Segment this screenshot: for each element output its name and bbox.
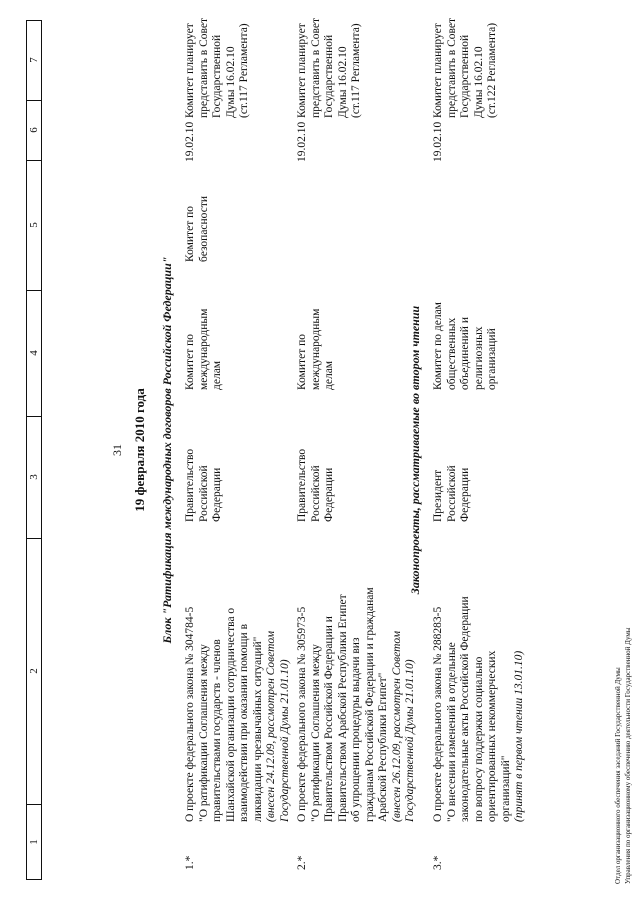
- row-3-title: [432, 532, 527, 822]
- committee-line: объединений и: [459, 317, 471, 390]
- row-2-date: 19.02.10: [296, 121, 308, 162]
- block-heading: Блок "Ратификация международных договоров Российской Федерации": [160, 256, 174, 644]
- title-line: "О ратификации Соглашения между: [309, 644, 322, 822]
- title-line: по вопросу поддержки социально: [472, 656, 485, 822]
- status-line: Думы 16.02.10: [472, 46, 485, 118]
- note-line: (внесен 24.12.09, рассмотрен Советом: [265, 630, 277, 822]
- note-line: Государственной Думы 21.01.10): [278, 659, 291, 822]
- note-line: Государственной Думы 21.01.10): [404, 659, 416, 822]
- row-3-initiator: [432, 402, 473, 522]
- committee-line: общественных: [445, 317, 458, 390]
- row-3-date: 19.02.10: [432, 121, 444, 162]
- title-line: О проекте федерального закона № 305973-5: [296, 606, 308, 822]
- status-line: Комитет планирует: [296, 23, 308, 118]
- co-committee-line: безопасности: [197, 195, 210, 262]
- status-line: Государственной: [323, 34, 335, 118]
- title-line: правительствами государств - членов: [211, 639, 223, 822]
- title-line: об упрощении процедуры выдачи виз: [350, 637, 362, 822]
- row-1-initiator: [184, 402, 225, 522]
- status-line: Комитет планирует: [432, 23, 444, 118]
- header-col-3: 3: [27, 416, 41, 539]
- initiator-line: Правительство: [184, 448, 196, 522]
- initiator-line: Российской: [309, 465, 322, 522]
- row-2-responsible-committee: [296, 270, 337, 390]
- co-committee-line: Комитет по: [184, 206, 196, 262]
- status-line: Государственной: [459, 34, 471, 118]
- table-header-row: [26, 20, 42, 880]
- committee-line: международным: [197, 308, 210, 390]
- initiator-line: Правительство: [296, 448, 308, 522]
- title-line: О проекте федерального закона № 304784-5: [184, 606, 196, 822]
- row-2-title: [296, 532, 418, 822]
- title-line: Арабской Республики Египет": [377, 672, 389, 822]
- header-col-1: 1: [28, 839, 40, 845]
- initiator-line: Федерации: [323, 467, 335, 522]
- title-line: "О внесении изменений в отдельные: [445, 642, 458, 822]
- date-heading: 19 февраля 2010 года: [132, 388, 147, 512]
- header-col-2: 2: [27, 538, 41, 805]
- title-line: организаций": [499, 755, 512, 822]
- initiator-line: Федерации: [211, 467, 223, 522]
- initiator-line: Российской: [445, 465, 458, 522]
- section-heading: Законопроекты, рассматриваемые во втором чтении: [408, 305, 422, 595]
- header-col-5: 5: [27, 160, 41, 291]
- committee-line: международным: [309, 308, 322, 390]
- committee-line: религиозных: [472, 326, 485, 390]
- status-line: (ст.122 Регламента): [486, 22, 498, 118]
- note-line: (внесен 26.12.09, рассмотрен Советом: [390, 630, 403, 822]
- row-3-number: 3.*: [432, 855, 444, 870]
- row-3-status: [432, 0, 500, 118]
- title-line: Правительством Российской Федерации и: [323, 616, 335, 822]
- header-col-6: 6: [27, 100, 41, 161]
- page-number: 31: [110, 444, 124, 456]
- row-3-responsible-committee: [432, 260, 500, 390]
- committee-line: делам: [323, 360, 335, 390]
- row-1-status: [184, 0, 252, 118]
- title-line: взаимодействии при оказании помощи в: [238, 624, 250, 822]
- status-line: (ст.117 Регламента): [350, 23, 362, 118]
- title-line: Правительством Арабской Республики Египет: [336, 594, 349, 822]
- title-line: ликвидации чрезвычайных ситуаций": [251, 636, 264, 822]
- row-1-title: [184, 542, 292, 822]
- committee-line: делам: [211, 360, 223, 390]
- footer-line-2: Управления по организационному обеспечению деятельности Государственной Думы: [624, 627, 632, 884]
- initiator-line: Президент: [432, 469, 444, 522]
- committee-line: Комитет по: [184, 334, 196, 390]
- title-line: ориентированных некоммерческих: [486, 650, 498, 822]
- status-line: Думы 16.02.10: [336, 46, 349, 118]
- committee-line: Комитет по делам: [432, 302, 444, 390]
- status-line: (ст.117 Регламента): [238, 23, 250, 118]
- title-line: О проекте федерального закона № 288283-5: [432, 606, 444, 822]
- header-col-4: 4: [27, 290, 41, 417]
- status-line: представить в Совет: [445, 17, 458, 118]
- status-line: представить в Совет: [197, 17, 210, 118]
- row-2-status: [296, 0, 364, 118]
- note-line: (принят в первом чтении 13.01.10): [513, 650, 525, 822]
- row-2-number: 2.*: [296, 855, 308, 870]
- initiator-line: Федерации: [459, 467, 471, 522]
- header-col-7: 7: [27, 20, 41, 101]
- status-line: представить в Совет: [309, 17, 322, 118]
- row-1-number: 1.*: [184, 855, 196, 870]
- initiator-line: Российской: [197, 465, 210, 522]
- status-line: Думы 16.02.10: [224, 46, 237, 118]
- status-line: Комитет планирует: [184, 23, 196, 118]
- status-line: Государственной: [211, 34, 223, 118]
- title-line: "О ратификации Соглашения между: [197, 644, 210, 822]
- row-1-date: 19.02.10: [184, 121, 196, 162]
- title-line: Шанхайской организации сотрудничества о: [224, 607, 237, 822]
- committee-line: Комитет по: [296, 334, 308, 390]
- footer-line-1: Отдел организационного обеспечения заседаний Государственной Думы: [614, 667, 622, 884]
- title-line: законодательные акты Российской Федерации: [459, 596, 471, 822]
- row-1-responsible-committee: [184, 270, 225, 390]
- row-2-initiator: [296, 402, 337, 522]
- title-line: гражданам Российской Федерации и гражданам: [363, 587, 376, 822]
- committee-line: организаций: [486, 328, 498, 390]
